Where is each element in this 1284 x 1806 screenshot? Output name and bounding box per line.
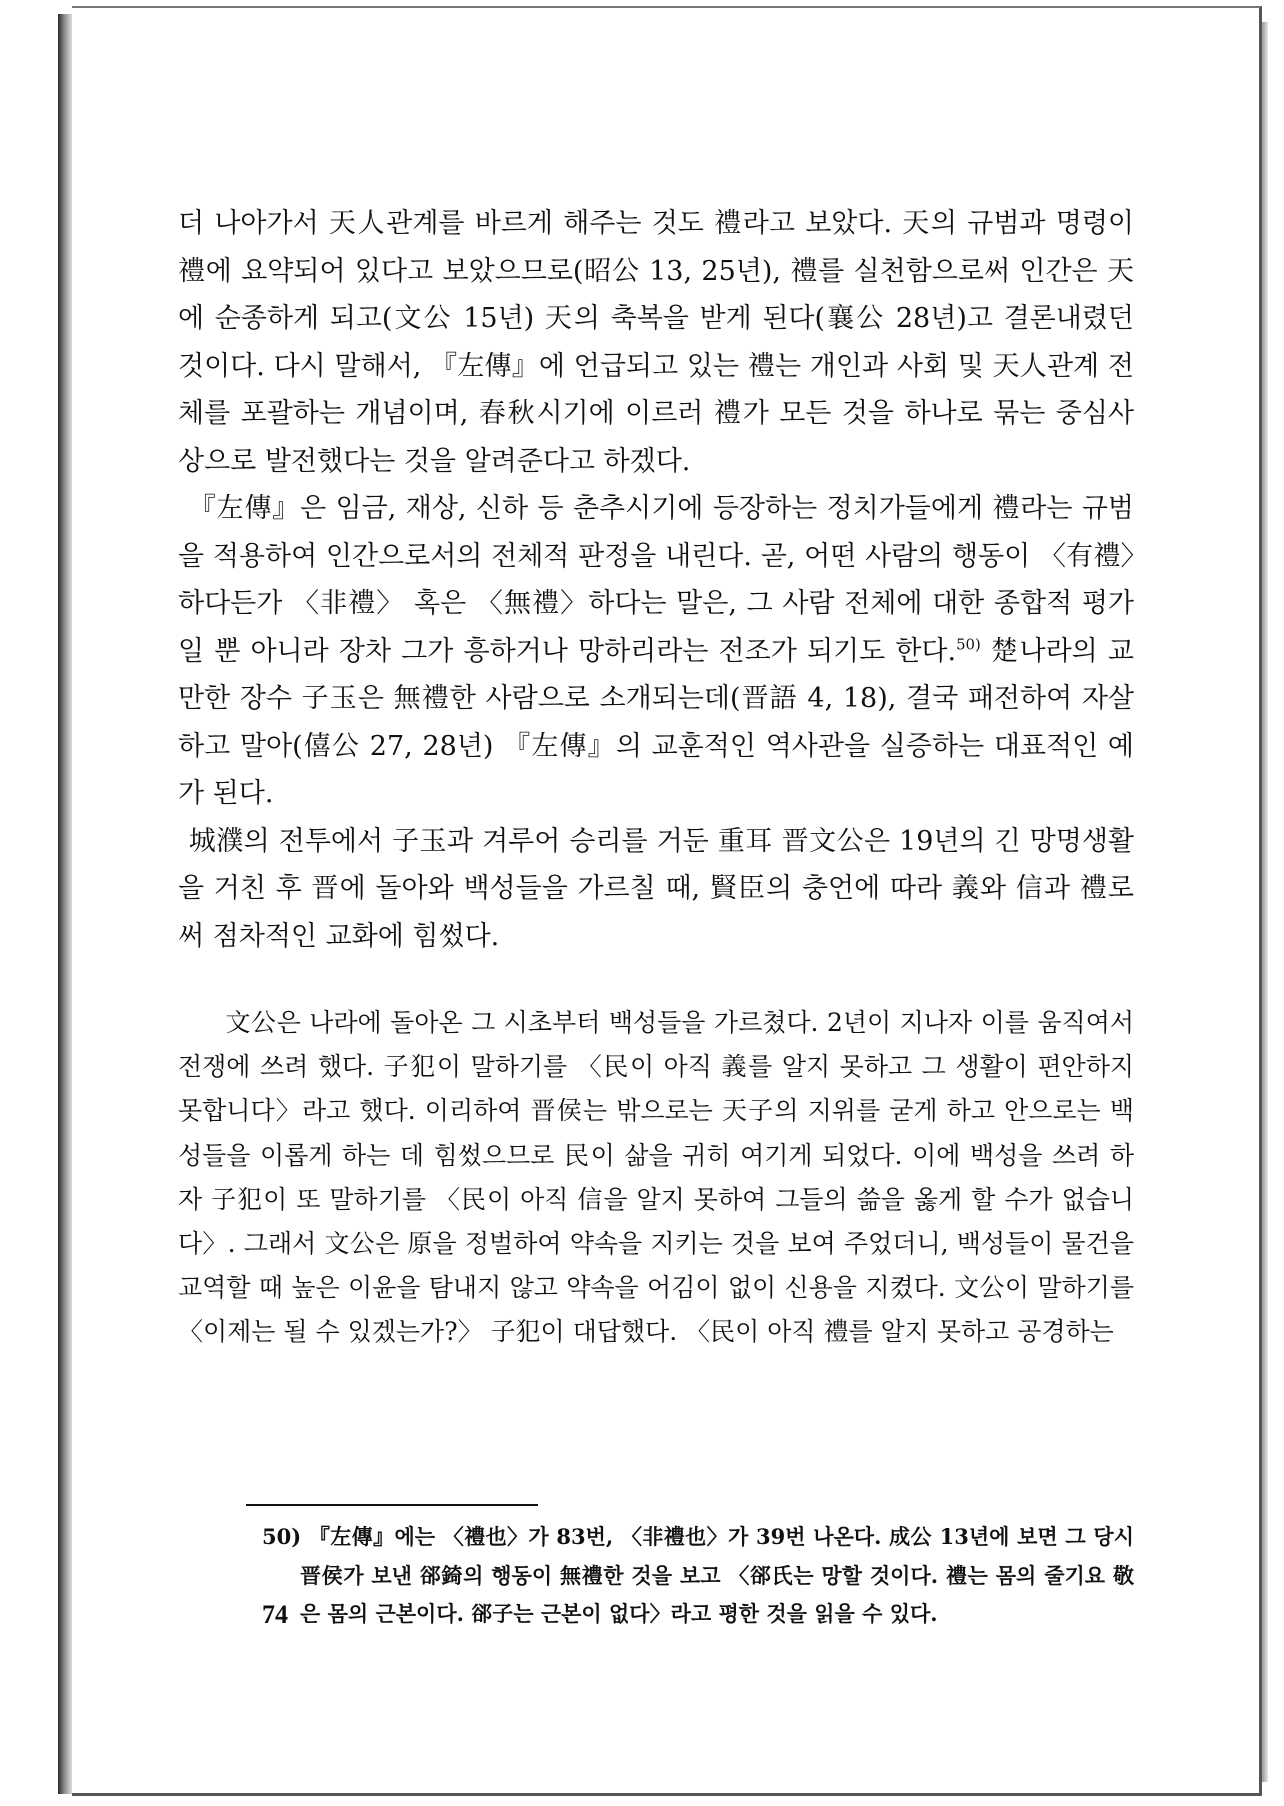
paragraph-1: 더 나아가서 天人관계를 바르게 해주는 것도 禮라고 보았다. 天의 규범과 명령이 禮에 요약되어 있다고 보았으므로(昭公 13, 25년), 禮를 실천함으로써 인간은 天에 순종하게 되고(文公 15년) 天의 축복을 받게 된다(襄公 28년)고 결론내렸던 것이다. 다시 말해서, 『左傳』에 언급되고 있는 禮는 개인과 사회 및 天人관계 전체를 포괄하는 개념이며, 春秋시기에 이르러 禮가 모든 것을 하나로 묶는 중심사상으로 발전했다는 것을 알려준다고 하겠다.	[178, 208, 1134, 477]
block-quote-paragraph: 文公은 나라에 돌아온 그 시초부터 백성들을 가르쳤다. 2년이 지나자 이를 움직여서 전쟁에 쓰려 했다. 子犯이 말하기를 〈民이 아직 義를 알지 못하고 그 생활이 편안하지 못합니다〉라고 했다. 이리하여 晋侯는 밖으로는 天子의 지위를 굳게 하고 안으로는 백성들을 이롭게 하는 데 힘썼으므로 民이 삶을 귀히 여기게 되었다. 이에 백성을 쓰려 하자 子犯이 또 말하기를 〈民이 아직 信을 알지 못하여 그들의 쓺을 옳게 할 수가 없습니다〉. 그래서 文公은 原을 정벌하여 약속을 지키는 것을 보여 주었더니, 백성들이 물건을 교역할 때 높은 이윤을 탐내지 않고 약속을 어김이 없이 신용을 지켰다. 文公이 말하기를 〈이제는 될 수 있겠는가?〉 子犯이 대답했다. 〈民이 아직 禮를 알지 못하고 공경하는	[178, 1008, 1134, 1347]
footnote-50: 50) 『左傳』에는 〈禮也〉가 83번, 〈非禮也〉가 39번 나온다. 成公 13년에 보면 그 당시 晋侯가 보낸 郤錡의 행동이 無禮한 것을 보고 〈郤氏는 망할 것이다. 禮는 몸의 줄기요 敬은 몸의 근본이다. 郤子는 근본이 없다〉라고 평한 것을 읽을 수 있다.	[262, 1524, 1134, 1626]
main-text	[178, 200, 1134, 960]
block-quote	[178, 1001, 1134, 1355]
paragraph-2-part-b: 楚나라의 교만한 장수 子玉은 無禮한 사람으로 소개되는데(晋語 4, 18), 결국 패전하여 자살하고 말아(僖公 27, 28년) 『左傳』의 교훈적인 역사관을 실증하는 대표적인 예가 된다.	[178, 635, 1134, 809]
footnote-separator	[246, 1504, 538, 1506]
paragraph-2	[178, 485, 1134, 818]
paragraph-2-part-a: 『左傳』은 임금, 재상, 신하 등 춘추시기에 등장하는 정치가들에게 禮라는 규범을 적용하여 인간으로서의 전체적 판정을 내린다. 곧, 어떤 사람의 행동이 〈有禮〉하다든가 〈非禮〉 혹은 〈無禮〉하다는 말은, 그 사람 전체에 대한 종합적 평가일 뿐 아니라 장차 그가 흥하거나 망하리라는 전조가 되기도 한다.	[178, 493, 1134, 667]
footnote-reference-50[interactable]: 50)	[956, 635, 981, 654]
footnote-section	[262, 1518, 1134, 1634]
paragraph-3: 城濮의 전투에서 子玉과 겨루어 승리를 거둔 重耳 晋文公은 19년의 긴 망명생활을 거친 후 晋에 돌아와 백성들을 가르칠 때, 賢臣의 충언에 따라 義와 信과 禮로써 점차적인 교화에 힘썼다.	[178, 825, 1134, 952]
page-number: 74	[262, 1600, 288, 1629]
